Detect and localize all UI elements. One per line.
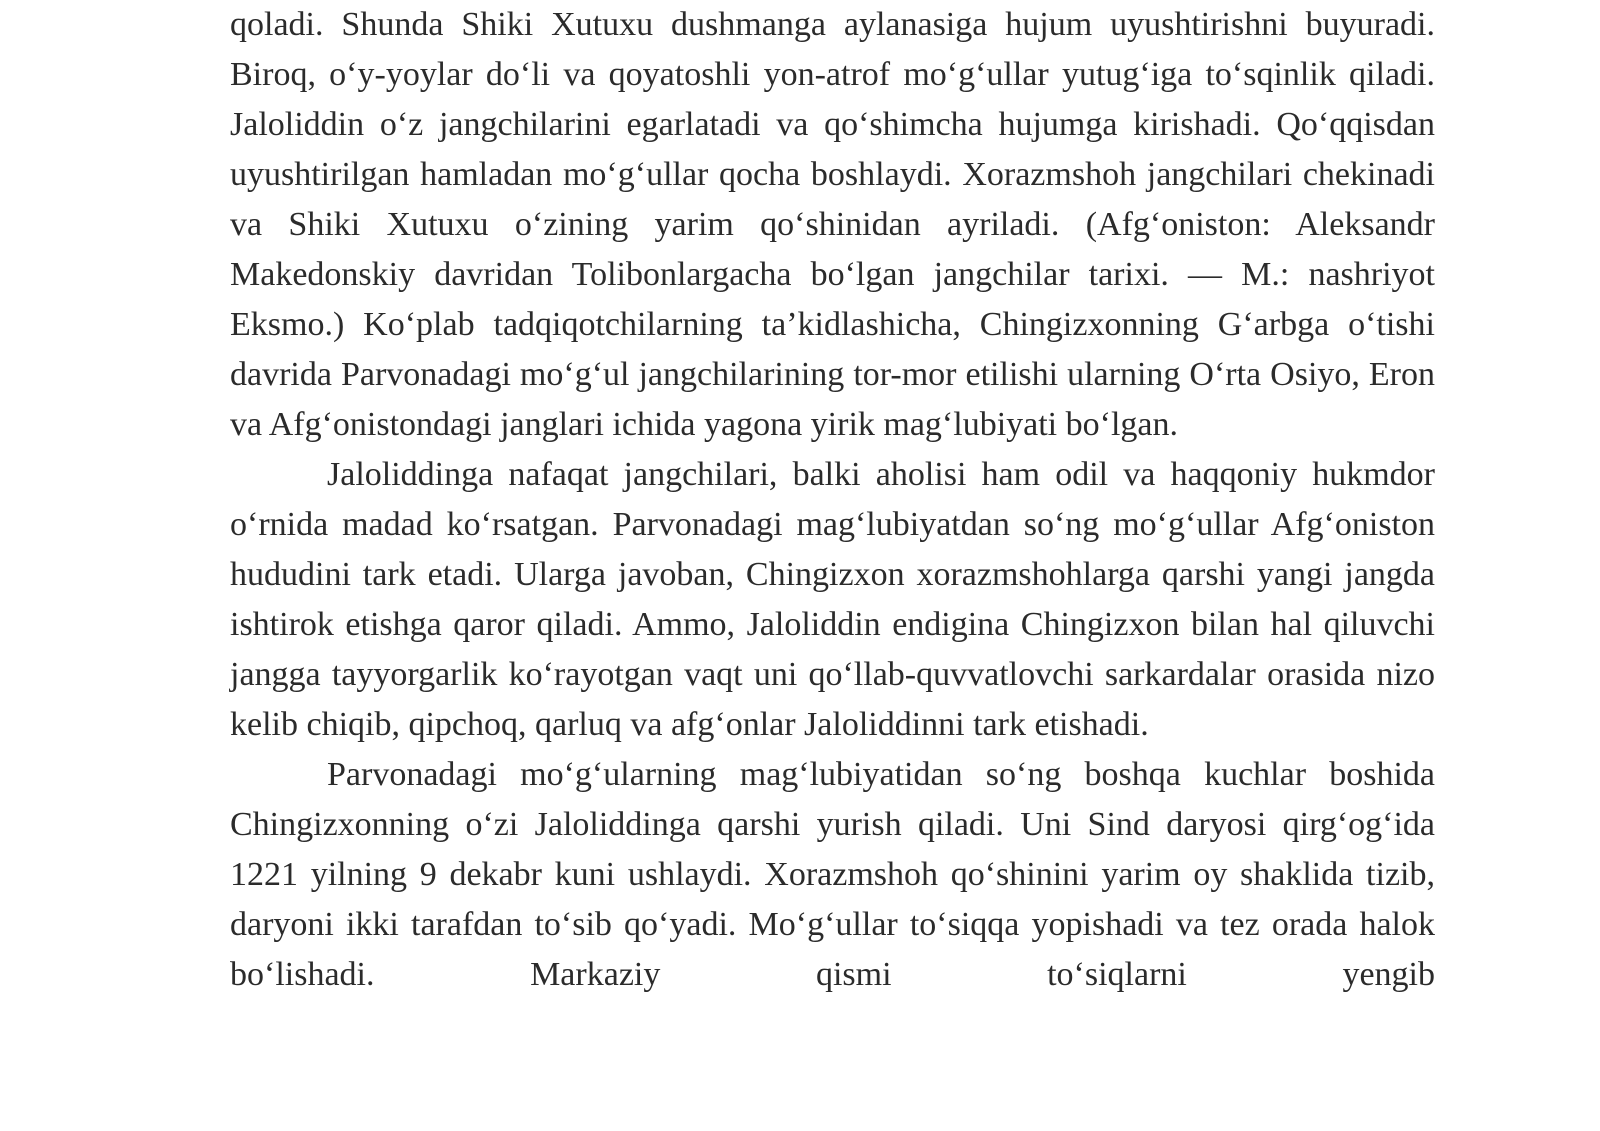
paragraph-1: qoladi. Shunda Shiki Xutuxu dushmanga aylanasiga hujum uyushtirishni buyuradi. Biroq, o‘y-yoylar do‘li va qoyatoshli yon-atrof mo‘g‘ullar yutug‘iga to‘sqinlik qiladi. Jaloliddin o‘z jangchilarini egarlatadi va qo‘shimcha hujumga kirishadi. Qo‘qqisdan uyushtirilgan hamladan mo‘g‘ullar qocha boshlaydi. Xorazmshoh jangchilari chekinadi va Shiki Xutuxu o‘zining yarim qo‘shinidan ayriladi. (Afg‘oniston: Aleksandr Makedonskiy davridan Tolibonlargacha bo‘lgan jangchilar tarixi. — M.: nashriyot Eksmo.) Ko‘plab tadqiqotchilarning ta’kidlashicha, Chingizxonning G‘arbga o‘tishi davrida Parvonadagi mo‘g‘ul jangchilarining tor-mor etilishi ularning O‘rta Osiyo, Eron va Afg‘onistondagi janglari ichida yagona yirik mag‘lubiyati bo‘lgan. [230,6,1435,443]
document-page [230,0,1435,1000]
paragraph-2: Jaloliddinga nafaqat jangchilari, balki aholisi ham odil va haqqoniy hukmdor o‘rnida madad ko‘rsatgan. Parvonadagi mag‘lubiyatdan so‘ng mo‘g‘ullar Afg‘oniston hududini tark etadi. Ularga javoban, Chingizxon xorazmshohlarga qarshi yangi jangda ishtirok etishga qaror qiladi. Ammo, Jaloliddin endigina Chingizxon bilan hal qiluvchi jangga tayyorgarlik ko‘rayotgan vaqt uni qo‘llab-quvvatlovchi sarkardalar orasida nizo kelib chiqib, qipchoq, qarluq va afg‘onlar Jaloliddinni tark etishadi. [230,456,1435,743]
paragraph-3: Parvonadagi mo‘g‘ularning mag‘lubiyatidan so‘ng boshqa kuchlar boshida Chingizxonning o‘zi Jaloliddinga qarshi yurish qiladi. Uni Sind daryosi qirg‘og‘ida 1221 yilning 9 dekabr kuni ushlaydi. Xorazmshoh qo‘shinini yarim oy shaklida tizib, daryoni ikki tarafdan to‘sib qo‘yadi. Mo‘g‘ullar to‘siqqa yopishadi va tez orada halok bo‘lishadi. Markaziy qismi to‘siqlarni yengib [230,756,1435,993]
